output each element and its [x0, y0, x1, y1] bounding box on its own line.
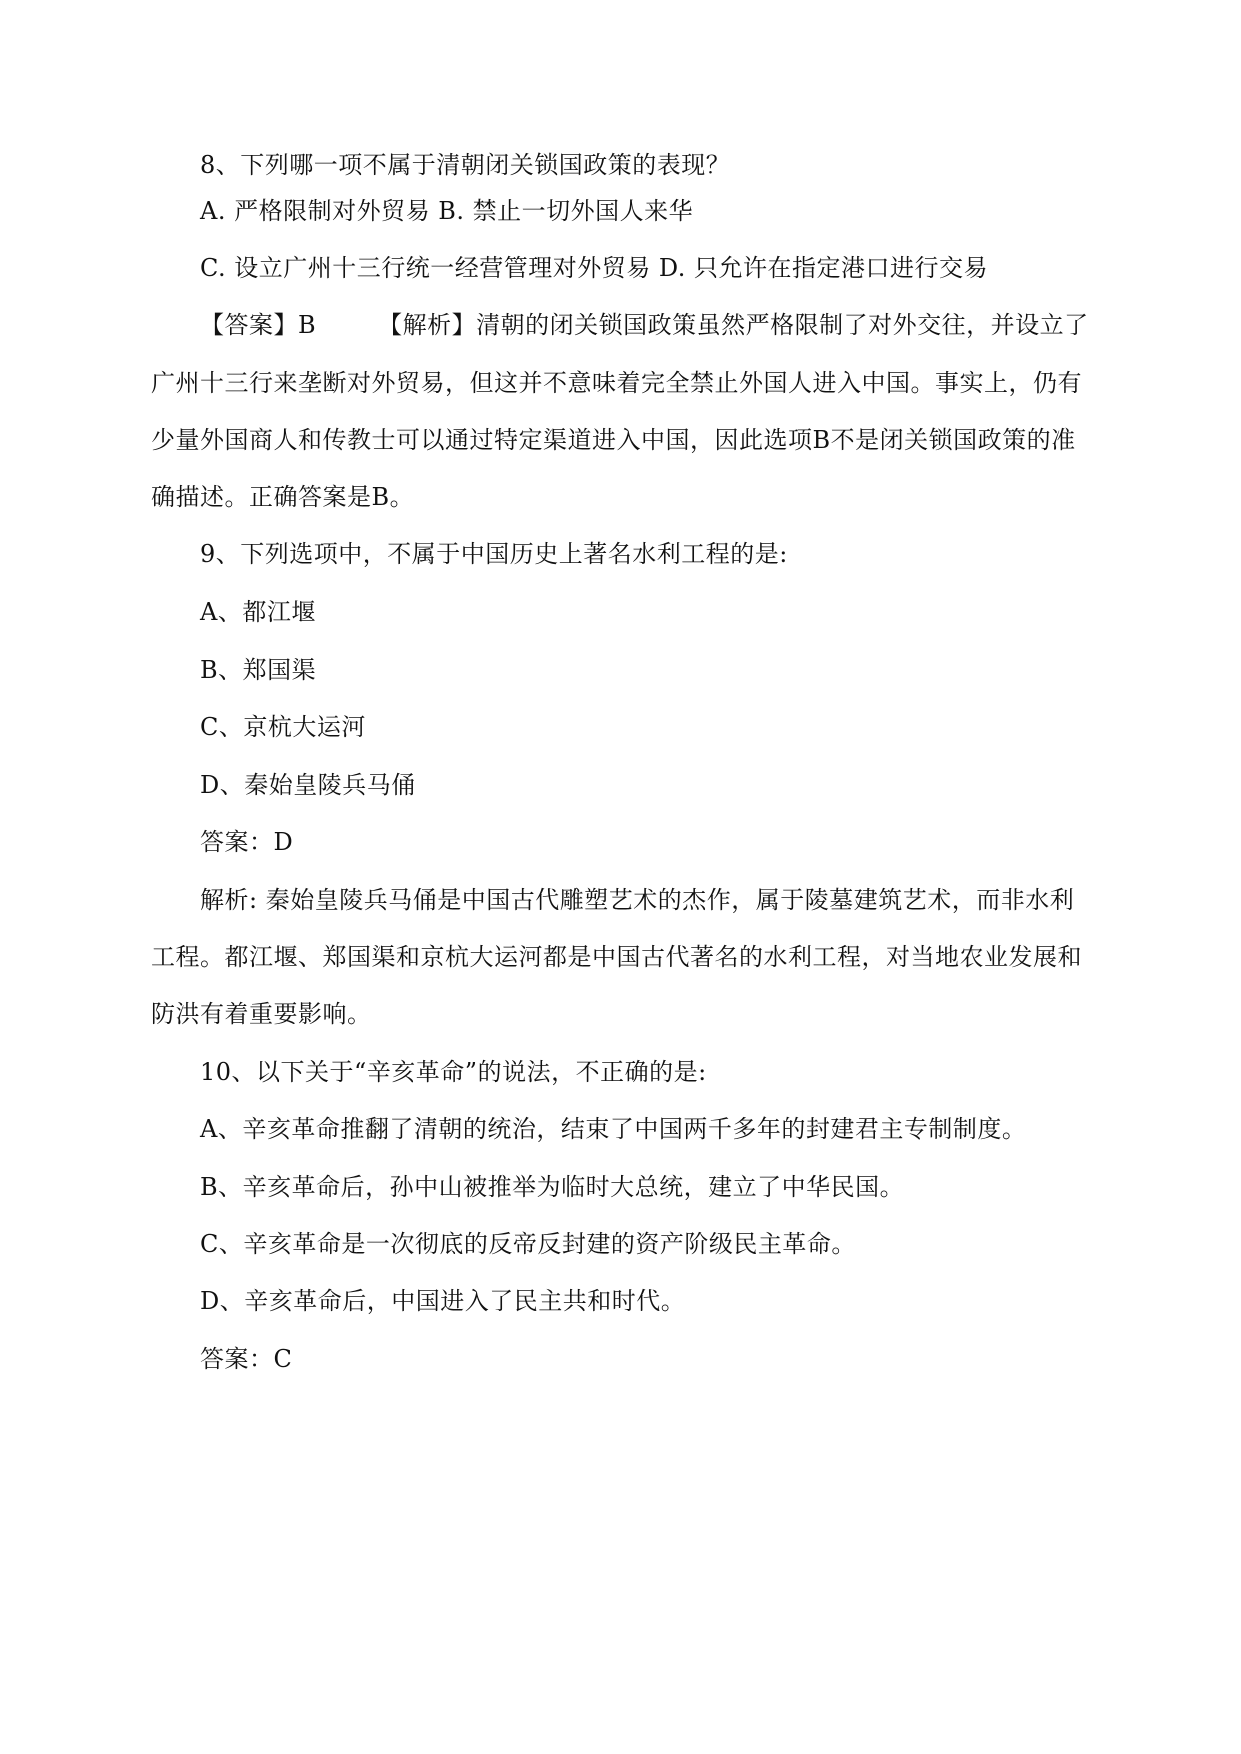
question-9-option-d: D、秦始皇陵兵马俑 [200, 771, 416, 799]
question-8-options-cd: C. 设立广州十三行统一经营管理对外贸易 D. 只允许在指定港口进行交易 [200, 254, 989, 282]
question-10-option-d: D、辛亥革命后，中国进入了民主共和时代。 [200, 1287, 686, 1315]
question-10-option-b: B、辛亥革命后，孙中山被推举为临时大总统，建立了中华民国。 [200, 1173, 905, 1201]
question-9-answer: 答案：D [200, 828, 294, 856]
question-8-analysis-line-2: 广州十三行来垄断对外贸易，但这并不意味着完全禁止外国人进入中国。事实上，仍有 [151, 369, 1082, 397]
question-9-analysis-line-1: 解析: 秦始皇陵兵马俑是中国古代雕塑艺术的杰作，属于陵墓建筑艺术，而非水利 [200, 886, 1075, 914]
question-8-answer-analysis [200, 309, 1096, 341]
question-8: 8、下列哪一项不属于清朝闭关锁国政策的表现？ [200, 151, 731, 179]
question-10-option-c: C、辛亥革命是一次彻底的反帝反封建的资产阶级民主革命。 [200, 1230, 856, 1258]
question-9-analysis-line-2: 工程。都江堰、郑国渠和京杭大运河都是中国古代著名的水利工程，对当地农业发展和 [151, 943, 1082, 971]
question-8-analysis-line-4: 确描述。正确答案是B。 [151, 483, 415, 511]
question-8-analysis-line-3: 少量外国商人和传教士可以通过特定渠道进入中国，因此选项B不是闭关锁国政策的准 [151, 426, 1076, 454]
question-9-option-c: C、京杭大运河 [200, 713, 366, 741]
question-9-option-b: B、郑国渠 [200, 656, 317, 684]
question-9-analysis-line-3: 防洪有着重要影响。 [151, 1000, 372, 1028]
question-10-option-a: A、辛亥革命推翻了清朝的统治，结束了中国两千多年的封建君主专制制度。 [200, 1115, 1027, 1143]
question-8-options-ab: A. 严格限制对外贸易 B. 禁止一切外国人来华 [200, 197, 694, 225]
question-9: 9、下列选项中，不属于中国历史上著名水利工程的是: [200, 540, 788, 568]
question-10: 10、以下关于“辛亥革命”的说法，不正确的是: [200, 1058, 707, 1086]
question-8-analysis-line-1: 【解析】清朝的闭关锁国政策虽然严格限制了对外交往，并设立了 [378, 311, 1089, 339]
question-10-answer: 答案：C [200, 1345, 293, 1373]
question-8-answer: 【答案】B [200, 311, 317, 339]
question-9-option-a: A、都江堰 [200, 598, 316, 626]
